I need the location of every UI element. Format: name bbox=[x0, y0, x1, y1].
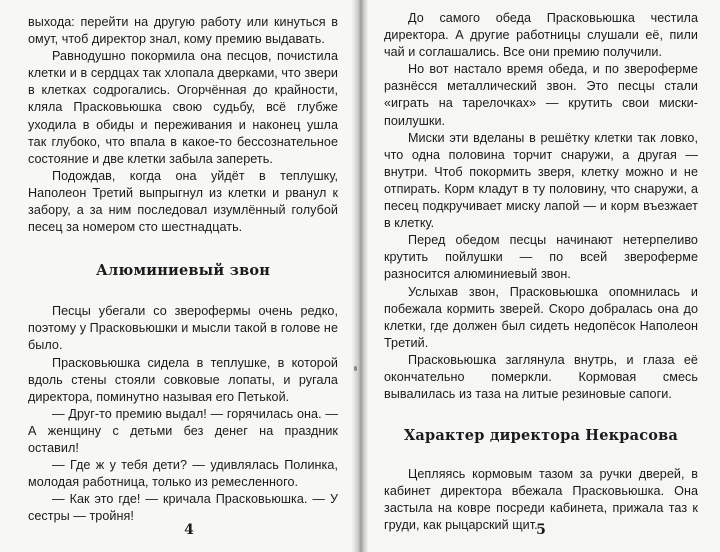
page-number: 4 bbox=[184, 522, 194, 538]
chapter-title: Алюминиевый звон bbox=[95, 262, 271, 280]
left-page bbox=[0, 0, 358, 552]
paragraph: Цепляясь кормовым тазом за ручки дверей, в кабинет директора вбежала Прасковьюшка. Она застыла на ковре посреди кабинета, прижала таз к груди, как рыцарский щит. bbox=[384, 467, 698, 533]
paragraph: выхода: перейти на другую работу или кинуться в омут, чтоб директор знал, кому премию выдавать. bbox=[28, 15, 338, 47]
right-page-text bbox=[384, 10, 698, 403]
page-number: 5 bbox=[536, 522, 546, 538]
right-page bbox=[362, 0, 720, 552]
dialogue-line: — Где ж у тебя дети? — удивлялась Полинка, молодая работница, только из ремесленного. bbox=[28, 458, 338, 490]
paragraph: Но вот настало время обеда, и по звероферме разнёсся металлический звон. Это песцы стали «играть на тарелочках» — крутить свои миски-поилушки. bbox=[384, 62, 698, 128]
left-page-text bbox=[28, 14, 338, 236]
paragraph: Прасковьюшка сидела в теплушке, в которой вдоль стены стояли совковые лопаты, и ругала директора, поминутно называя его Петькой. bbox=[28, 355, 338, 404]
paragraph: Миски эти вделаны в решётку клетки так ловко, что одна половина торчит снаружи, а другая — внутри. Чтоб покормить зверя, клетку можно и не отпирать. Корм кладут в ту половину, что снаружи, а песец подкручивает миску лапой — и корм въезжает в клетку. bbox=[384, 130, 698, 231]
paragraph: Равнодушно покормила она песцов, почистила клетки и в сердцах так хлопала дверками, что звери в клетках содрогались. Огорчённая до крайности, кляла Прасковьюшка свою судьбу, всё глубже уходила в обиды и переживания и наконец ушла так глубоко, что впала в какое-то бессознательное состояние и две клетки забыла запереть. bbox=[28, 49, 338, 166]
dialogue-line: — Как это где! — кричала Прасковьюшка. — У сестры — тройня! bbox=[28, 492, 338, 524]
paragraph: Подождав, когда она уйдёт в теплушку, Наполеон Третий выпрыгнул из клетки и рванул к забору, а за ним последовал изумлённый голубой песец за номером сто шестнадцать. bbox=[28, 168, 338, 235]
scan-speck bbox=[354, 366, 357, 371]
dialogue-line: — Друг-то премию выдал! — горячилась она. — А женщину с детьми без денег на праздник оставил! bbox=[28, 406, 338, 455]
paragraph: Услыхав звон, Прасковьюшка опомнилась и побежала кормить зверей. Скоро добралась она до клетки, где должен был сидеть недопёсок Наполеон Третий. bbox=[384, 284, 698, 350]
paragraph: Прасковьюшка заглянула внутрь, и глаза её окончательно померкли. Кормовая смесь вывалилась из таза на литые резиновые сапоги. bbox=[384, 352, 698, 402]
chapter-text bbox=[28, 303, 338, 525]
paragraph: Перед обедом песцы начинают нетерпеливо крутить пойлушки — по всей звероферме разносится алюминиевый звон. bbox=[384, 233, 698, 282]
paragraph: До самого обеда Прасковьюшка честила директора. А другие работницы слушали её, пили чай и соглашались. Все они премию получили. bbox=[384, 11, 698, 60]
book-gutter bbox=[352, 0, 368, 552]
paragraph: Песцы убегали со зверофермы очень редко, поэтому у Прасковьюшки и мысли такой в голове не было. bbox=[28, 304, 338, 353]
chapter-title: Характер директора Некрасова bbox=[403, 427, 679, 445]
